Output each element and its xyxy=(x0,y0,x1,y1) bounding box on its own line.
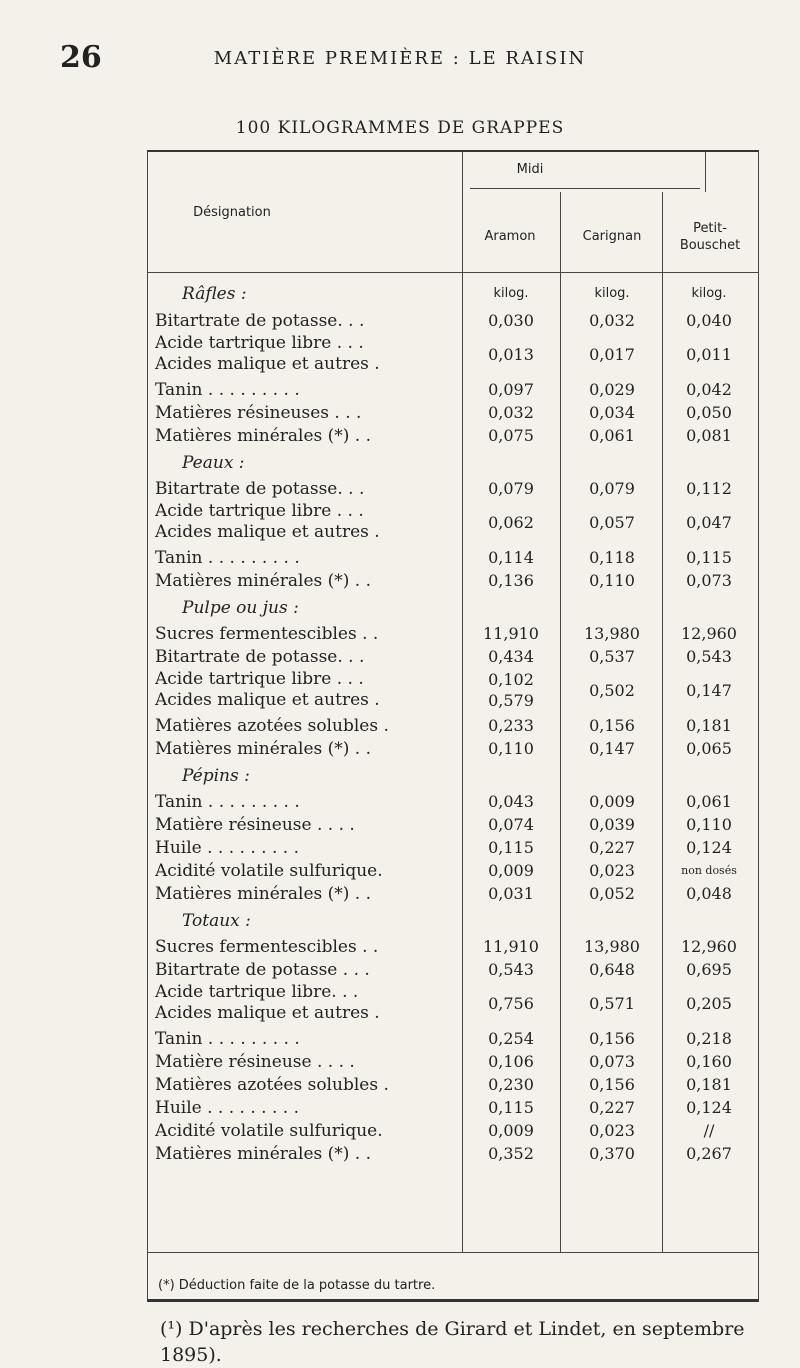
value-carignan: 0,073 xyxy=(589,1052,635,1071)
table-row xyxy=(152,425,752,447)
table-row xyxy=(152,1120,752,1142)
row-label: Sucres fermentescibles . . xyxy=(155,937,379,957)
row-label: Matière résineuse . . . . xyxy=(155,815,355,835)
header-rule xyxy=(147,272,759,273)
value-aramon: 0,110 xyxy=(488,739,534,758)
value-aramon: 11,910 xyxy=(483,624,539,643)
table-row xyxy=(152,837,752,859)
row-label: Matières azotées solubles . xyxy=(155,716,389,736)
table-row xyxy=(152,570,752,592)
value-carignan: 0,156 xyxy=(589,716,635,735)
table-row xyxy=(152,1143,752,1165)
row-label: Matières minérales (*) . . xyxy=(155,884,372,904)
value-aramon: 0,062 xyxy=(488,513,534,532)
header-designation: Désignation xyxy=(193,205,271,220)
value-aramon: 0,543 xyxy=(488,960,534,979)
value-carignan: 0,370 xyxy=(589,1144,635,1163)
row-label: Tanin . . . . . . . . . xyxy=(155,380,300,400)
value-carignan: 0,147 xyxy=(589,739,635,758)
value-petit-bouschet: 0,050 xyxy=(686,403,732,422)
table-row xyxy=(152,646,752,668)
value-petit-bouschet: 0,543 xyxy=(686,647,732,666)
value-aramon: 0,115 xyxy=(488,1098,534,1117)
value-aramon: 0,136 xyxy=(488,571,534,590)
table-row xyxy=(152,738,752,760)
section-rafles xyxy=(152,283,752,305)
footnote: (¹) D'après les recherches de Girard et Lindet, en septembre 1895). xyxy=(160,1318,745,1366)
row-label: Acide tartrique libre . . . xyxy=(155,333,364,353)
table-row xyxy=(152,478,752,500)
unit-aramon: kilog. xyxy=(493,286,529,301)
value-carignan: 0,029 xyxy=(589,380,635,399)
table-row xyxy=(152,715,752,737)
value-petit-bouschet: 0,065 xyxy=(686,739,732,758)
header-midi: Midi xyxy=(516,162,544,177)
row-label: Bitartrate de potasse. . . xyxy=(155,311,365,331)
value-aramon: 0,352 xyxy=(488,1144,534,1163)
section-title: Peaux : xyxy=(182,453,245,473)
value-petit-bouschet: 0,124 xyxy=(686,1098,732,1117)
value-carignan: 0,502 xyxy=(589,681,635,700)
value-aramon: 0,115 xyxy=(488,838,534,857)
table-row xyxy=(152,860,752,882)
table-row xyxy=(152,1097,752,1119)
value-aramon: 0,233 xyxy=(488,716,534,735)
page-number: 26 xyxy=(60,40,102,75)
table-note: (*) Déduction faite de la potasse du tartre. xyxy=(158,1278,436,1293)
value-petit-bouschet: non dosés xyxy=(681,864,737,877)
value-petit-bouschet: 0,218 xyxy=(686,1029,732,1048)
row-label: Tanin . . . . . . . . . xyxy=(155,548,300,568)
value-petit-bouschet: 0,124 xyxy=(686,838,732,857)
table-row xyxy=(152,1051,752,1073)
row-label: Sucres fermentescibles . . xyxy=(155,624,379,644)
row-label-2: Acides malique et autres . xyxy=(155,690,380,710)
section-totaux xyxy=(152,910,752,932)
table-row xyxy=(152,501,752,545)
table-row xyxy=(152,982,752,1026)
value-petit-bouschet: 0,081 xyxy=(686,426,732,445)
row-label: Matières minérales (*) . . xyxy=(155,571,372,591)
value-petit-bouschet: 0,061 xyxy=(686,792,732,811)
value-aramon: 0,079 xyxy=(488,479,534,498)
table-row xyxy=(152,1074,752,1096)
value-carignan: 13,980 xyxy=(584,937,640,956)
row-label: Matières minérales (*) . . xyxy=(155,1144,372,1164)
value-petit-bouschet: 12,960 xyxy=(681,937,737,956)
section-title: Pépins : xyxy=(182,766,250,786)
value-petit-bouschet: 0,147 xyxy=(686,681,732,700)
table-row xyxy=(152,936,752,958)
table-row xyxy=(152,402,752,424)
row-label: Acide tartrique libre. . . xyxy=(155,982,359,1002)
header-midi-rule xyxy=(470,188,700,189)
value-aramon: 0,254 xyxy=(488,1029,534,1048)
value-carignan: 0,227 xyxy=(589,838,635,857)
value-carignan: 0,034 xyxy=(589,403,635,422)
row-label: Bitartrate de potasse. . . xyxy=(155,647,365,667)
value-aramon: 0,009 xyxy=(488,1121,534,1140)
value-petit-bouschet: 0,181 xyxy=(686,1075,732,1094)
value-aramon: 0,075 xyxy=(488,426,534,445)
value-petit-bouschet: 0,040 xyxy=(686,311,732,330)
value-aramon: 0,013 xyxy=(488,345,534,364)
value-aramon: 11,910 xyxy=(483,937,539,956)
value-carignan: 0,156 xyxy=(589,1075,635,1094)
unit-carignan: kilog. xyxy=(594,286,630,301)
value-petit-bouschet: 0,115 xyxy=(686,548,732,567)
section-peaux xyxy=(152,452,752,474)
value-petit-bouschet: 0,042 xyxy=(686,380,732,399)
table-row xyxy=(152,333,752,377)
value-petit-bouschet: 0,073 xyxy=(686,571,732,590)
value-carignan: 0,052 xyxy=(589,884,635,903)
row-label: Acide tartrique libre . . . xyxy=(155,669,364,689)
table-row xyxy=(152,791,752,813)
value-carignan: 0,023 xyxy=(589,1121,635,1140)
value-carignan: 0,648 xyxy=(589,960,635,979)
note-rule xyxy=(147,1252,759,1253)
value-carignan: 0,061 xyxy=(589,426,635,445)
section-title: Totaux : xyxy=(182,911,251,931)
value-carignan: 0,118 xyxy=(589,548,635,567)
value-carignan: 0,227 xyxy=(589,1098,635,1117)
value-aramon: 0,074 xyxy=(488,815,534,834)
value-carignan: 0,571 xyxy=(589,994,635,1013)
row-label-2: Acides malique et autres . xyxy=(155,354,380,374)
section-pepins xyxy=(152,765,752,787)
row-label: Matières azotées solubles . xyxy=(155,1075,389,1095)
value-carignan: 0,156 xyxy=(589,1029,635,1048)
value-aramon: 0,434 xyxy=(488,647,534,666)
value-carignan: 0,057 xyxy=(589,513,635,532)
value-petit-bouschet: 0,011 xyxy=(686,345,732,364)
value-aramon: 0,032 xyxy=(488,403,534,422)
value-carignan: 0,009 xyxy=(589,792,635,811)
value-carignan: 0,017 xyxy=(589,345,635,364)
value-carignan: 0,032 xyxy=(589,311,635,330)
value-petit-bouschet: 0,048 xyxy=(686,884,732,903)
value-petit-bouschet: 0,267 xyxy=(686,1144,732,1163)
value-aramon: 0,031 xyxy=(488,884,534,903)
value-aramon: 0,009 xyxy=(488,861,534,880)
col-sep-4 xyxy=(705,152,706,192)
row-label: Matières minérales (*) . . xyxy=(155,739,372,759)
value-petit-bouschet: 0,112 xyxy=(686,479,732,498)
row-label: Acidité volatile sulfurique. xyxy=(155,1121,383,1141)
table-row xyxy=(152,669,752,713)
row-label: Matières minérales (*) . . xyxy=(155,426,372,446)
value-aramon: 0,106 xyxy=(488,1052,534,1071)
table-row xyxy=(152,1028,752,1050)
value-petit-bouschet: // xyxy=(703,1121,715,1140)
value-petit-bouschet: 0,205 xyxy=(686,994,732,1013)
value-aramon: 0,114 xyxy=(488,548,534,567)
row-label: Bitartrate de potasse. . . xyxy=(155,479,365,499)
value-aramon-2: 0,579 xyxy=(488,691,534,710)
row-label: Tanin . . . . . . . . . xyxy=(155,1029,300,1049)
table-title: 100 KILOGRAMMES DE GRAPPES xyxy=(235,118,565,138)
value-aramon: 0,097 xyxy=(488,380,534,399)
value-petit-bouschet: 0,181 xyxy=(686,716,732,735)
header-aramon: Aramon xyxy=(484,229,536,244)
table-row xyxy=(152,379,752,401)
row-label: Tanin . . . . . . . . . xyxy=(155,792,300,812)
value-aramon: 0,102 xyxy=(488,670,534,689)
table-row xyxy=(152,547,752,569)
value-aramon: 0,230 xyxy=(488,1075,534,1094)
row-label: Acidité volatile sulfurique. xyxy=(155,861,383,881)
value-petit-bouschet: 0,047 xyxy=(686,513,732,532)
header-carignan: Carignan xyxy=(582,229,642,244)
header-petit-bouschet: Petit-Bouschet xyxy=(679,221,741,253)
row-label: Matière résineuse . . . . xyxy=(155,1052,355,1072)
table-row xyxy=(152,623,752,645)
value-carignan: 0,110 xyxy=(589,571,635,590)
row-label: Acide tartrique libre . . . xyxy=(155,501,364,521)
table-row xyxy=(152,883,752,905)
table-row xyxy=(152,310,752,332)
row-label-2: Acides malique et autres . xyxy=(155,522,380,542)
value-carignan: 0,079 xyxy=(589,479,635,498)
section-title: Pulpe ou jus : xyxy=(182,598,299,618)
value-petit-bouschet: 0,110 xyxy=(686,815,732,834)
value-aramon: 0,043 xyxy=(488,792,534,811)
value-aramon: 0,030 xyxy=(488,311,534,330)
value-carignan: 13,980 xyxy=(584,624,640,643)
row-label-2: Acides malique et autres . xyxy=(155,1003,380,1023)
table-row xyxy=(152,814,752,836)
unit-petit-bouschet: kilog. xyxy=(691,286,727,301)
value-aramon: 0,756 xyxy=(488,994,534,1013)
table-row xyxy=(152,959,752,981)
row-label: Matières résineuses . . . xyxy=(155,403,362,423)
value-carignan: 0,023 xyxy=(589,861,635,880)
value-petit-bouschet: 0,695 xyxy=(686,960,732,979)
row-label: Huile . . . . . . . . . xyxy=(155,838,299,858)
value-petit-bouschet: 0,160 xyxy=(686,1052,732,1071)
section-title: Râfles : xyxy=(182,284,247,304)
value-carignan: 0,537 xyxy=(589,647,635,666)
value-carignan: 0,039 xyxy=(589,815,635,834)
value-petit-bouschet: 12,960 xyxy=(681,624,737,643)
row-label: Huile . . . . . . . . . xyxy=(155,1098,299,1118)
running-head: MATIÈRE PREMIÈRE : LE RAISIN xyxy=(213,48,587,69)
row-label: Bitartrate de potasse . . . xyxy=(155,960,370,980)
section-pulpe xyxy=(152,597,752,619)
